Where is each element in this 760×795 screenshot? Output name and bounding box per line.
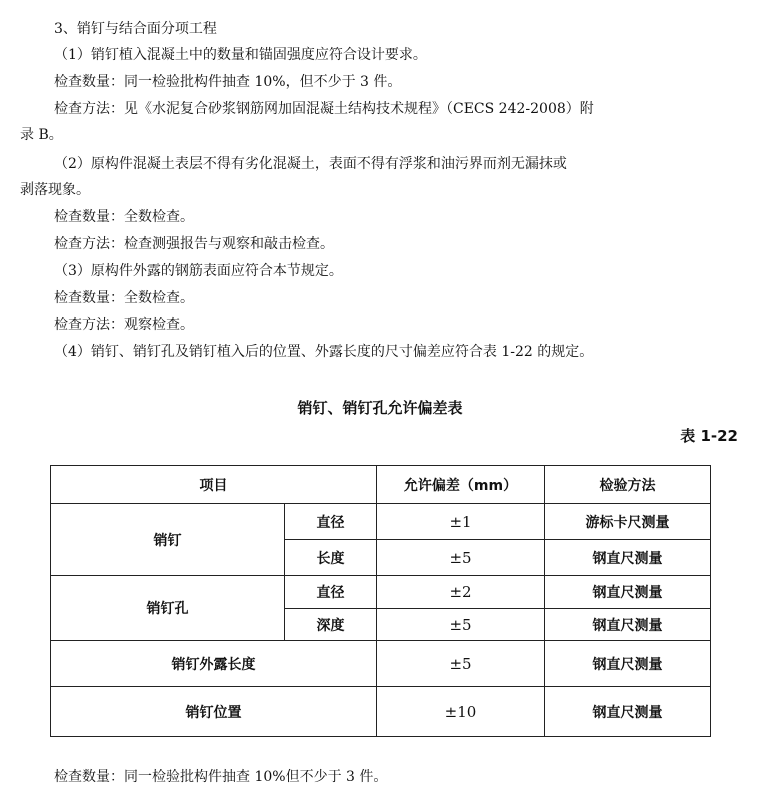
table-row [51,687,711,737]
section-heading: 3、销钉与结合面分项工程 [54,21,217,37]
row-deviation: ±5 [377,641,545,687]
row-method: 钢直尺测量 [545,687,711,737]
item-3-requirement: （3）原构件外露的钢筋表面应符合本节规定。 [54,263,343,279]
row-sub-label: 直径 [285,576,377,609]
table-header-row [51,466,711,504]
row-deviation: ±10 [377,687,545,737]
row-group-label: 销钉位置 [51,687,377,737]
row-method: 游标卡尺测量 [545,504,711,540]
row-method: 钢直尺测量 [545,576,711,609]
row-method: 钢直尺测量 [545,641,711,687]
table-number: 表 1-22 [680,427,738,445]
item-3-inspection-quantity: 检查数量：全数检查。 [54,290,194,306]
row-sub-label: 长度 [285,540,377,576]
item-3-inspection-method: 检查方法：观察检查。 [54,317,194,333]
footer-inspection-quantity: 检查数量：同一检验批构件抽查 10%但不少于 3 件。 [54,769,388,785]
row-deviation: ±5 [377,540,545,576]
item-4-requirement: （4）销钉、销钉孔及销钉植入后的位置、外露长度的尺寸偏差应符合表 1-22 的规定。 [54,344,594,360]
item-2-requirement: （2）原构件混凝土表层不得有劣化混凝土，表面不得有浮浆和油污界而剂无漏抹或 [54,156,567,172]
header-item: 项目 [51,466,377,504]
item-1-inspection-method-continued: 录 B。 [20,127,63,143]
row-group-label: 销钉孔 [51,576,285,641]
row-deviation: ±2 [377,576,545,609]
deviation-table [50,465,711,737]
row-deviation: ±5 [377,609,545,641]
item-2-inspection-quantity: 检查数量：全数检查。 [54,209,194,225]
header-method: 检验方法 [545,466,711,504]
row-group-label: 销钉外露长度 [51,641,377,687]
row-method: 钢直尺测量 [545,609,711,641]
row-group-label: 销钉 [51,504,285,576]
table-row [51,576,711,609]
item-2-inspection-method: 检查方法：检查测强报告与观察和敲击检查。 [54,236,334,252]
table-row [51,641,711,687]
row-sub-label: 直径 [285,504,377,540]
item-1-requirement: （1）销钉植入混凝土中的数量和锚固强度应符合设计要求。 [54,47,427,63]
row-sub-label: 深度 [285,609,377,641]
item-1-inspection-method: 检查方法：见《水泥复合砂浆钢筋网加固混凝土结构技术规程》（CECS 242-2008）附 [54,101,594,117]
table-title: 销钉、销钉孔允许偏差表 [297,399,463,417]
item-1-inspection-quantity: 检查数量：同一检验批构件抽查 10%，但不少于 3 件。 [54,74,402,90]
row-method: 钢直尺测量 [545,540,711,576]
row-deviation: ±1 [377,504,545,540]
item-2-requirement-continued: 剥落现象。 [20,182,90,198]
table-row [51,504,711,540]
header-deviation: 允许偏差（mm） [377,466,545,504]
